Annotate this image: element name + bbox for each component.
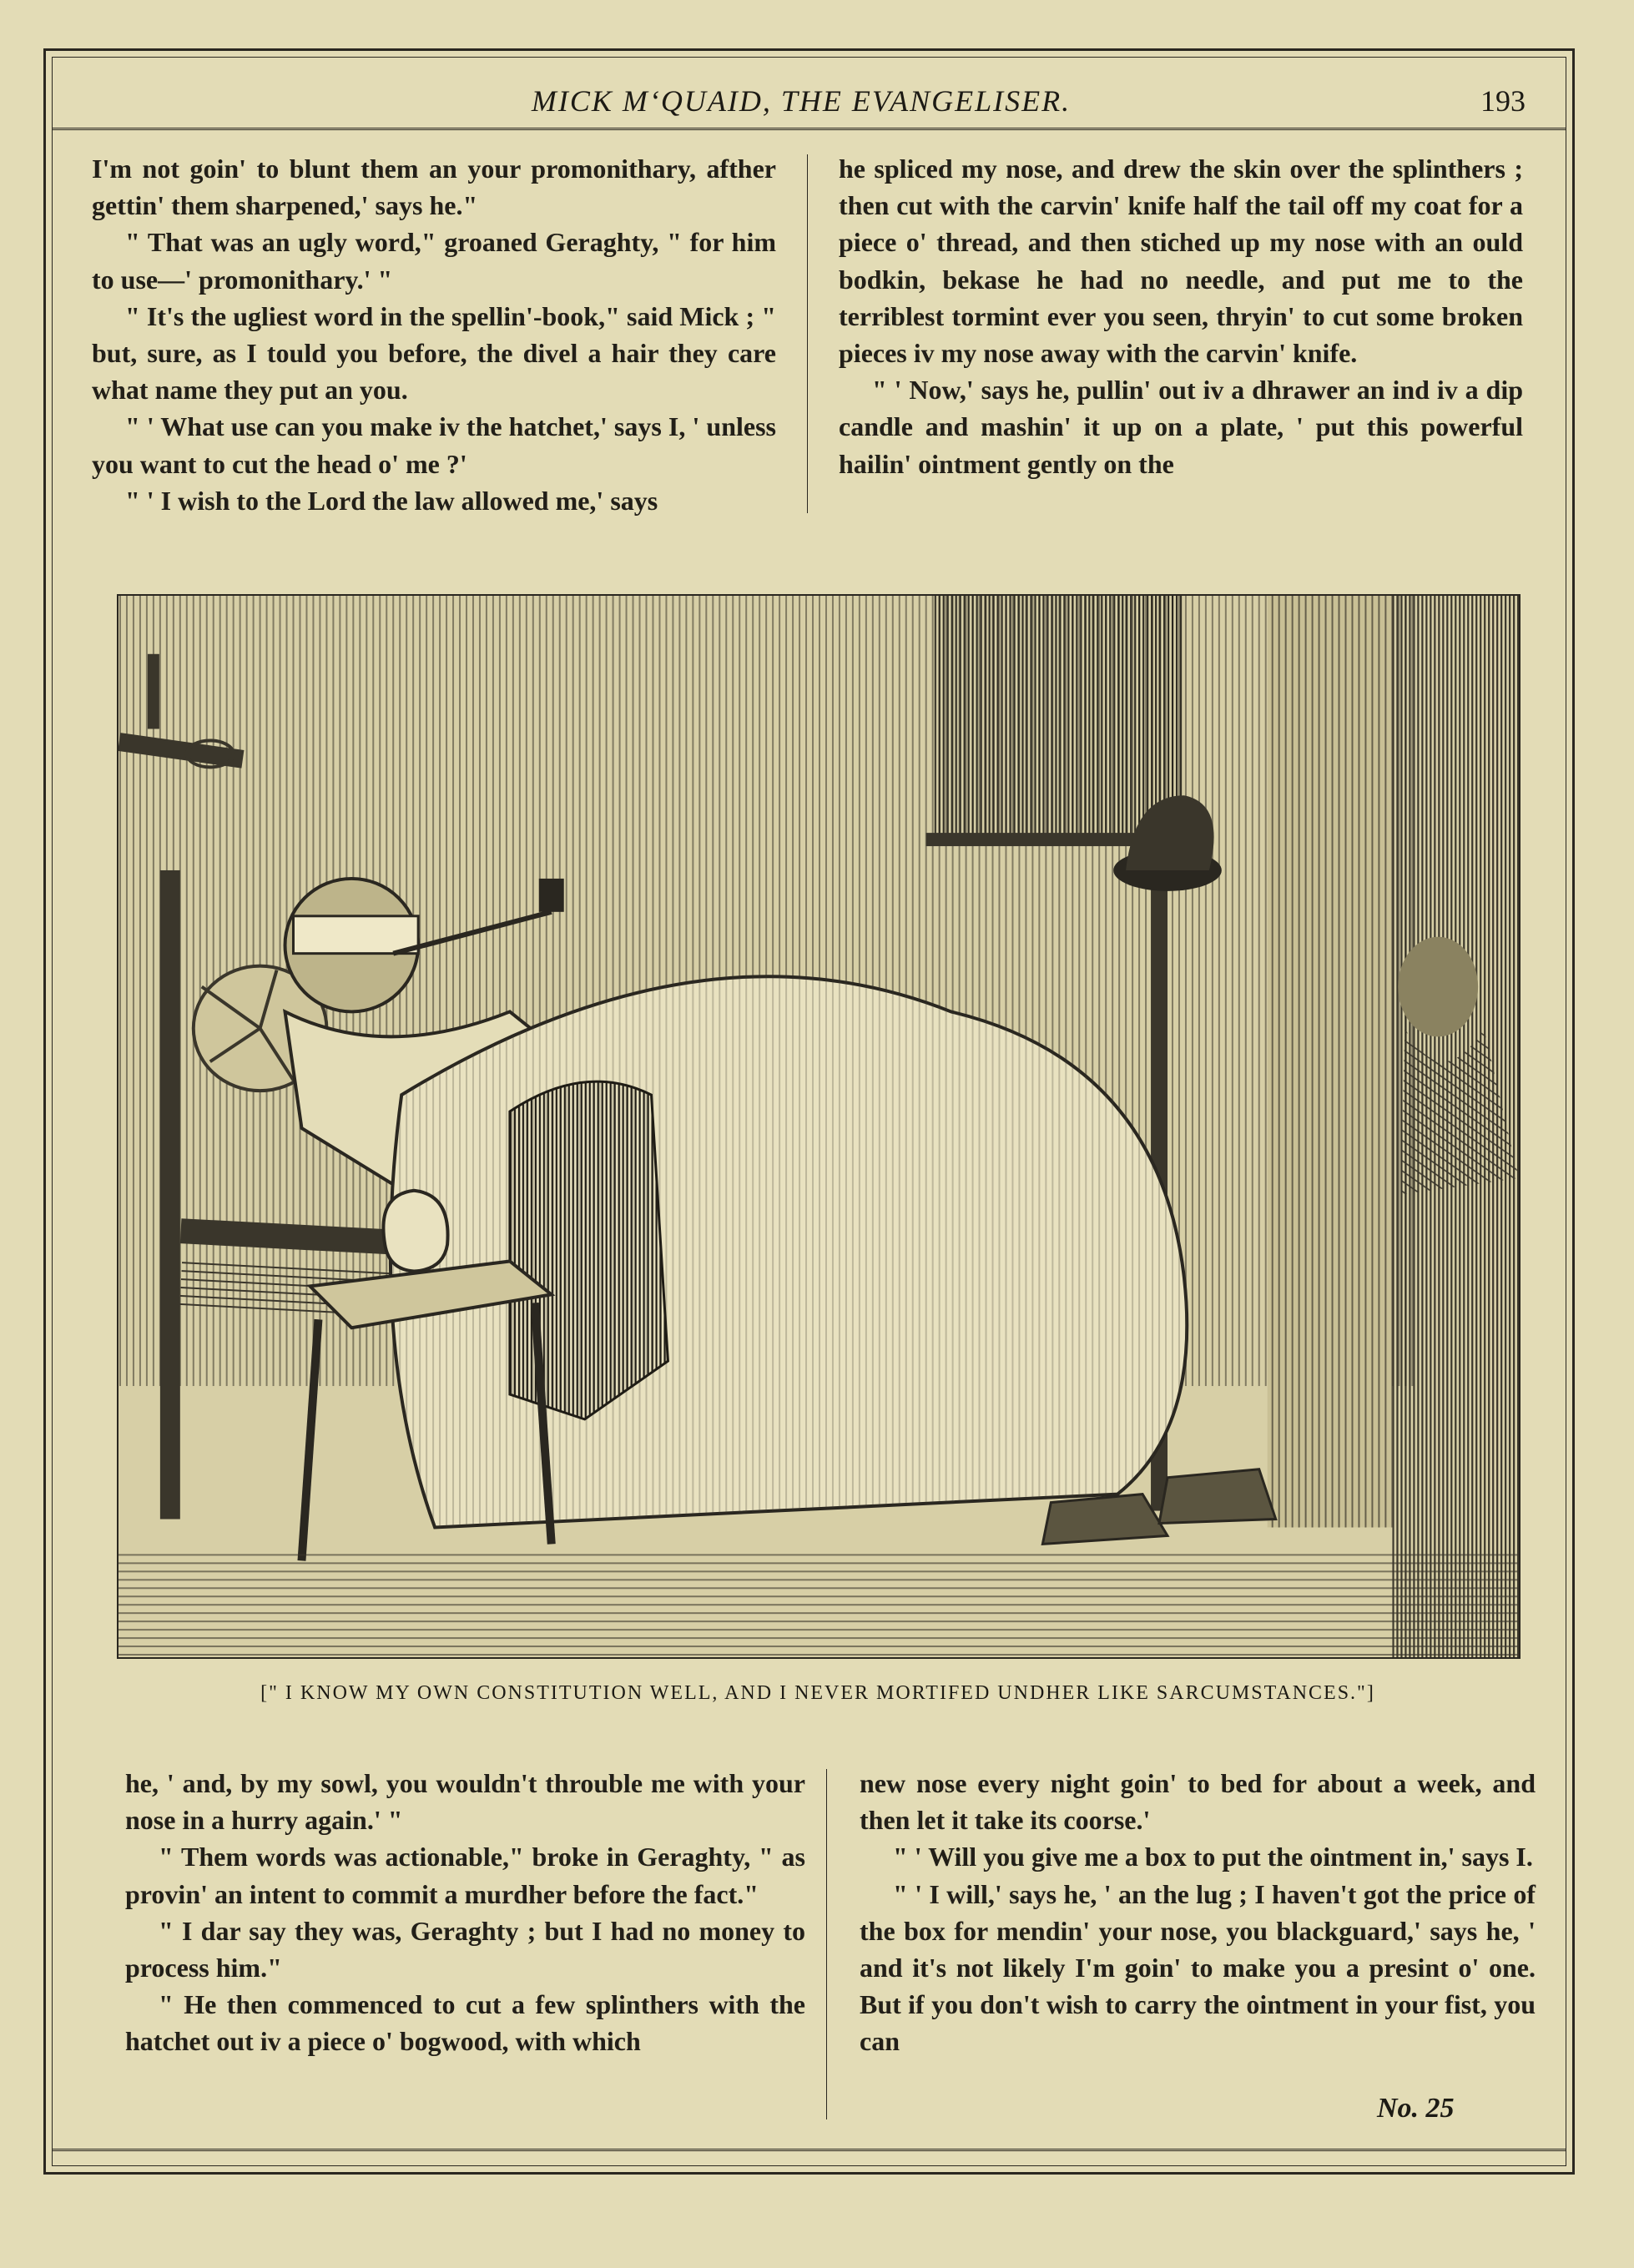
paragraph: he, ' and, by my sowl, you wouldn't throuble me with your nose in a hurry again.' " (125, 1768, 805, 1836)
paragraph: " ' Will you give me a box to put the ointment in,' says I. (893, 1842, 1533, 1872)
paragraph: " I dar say they was, Geraghty ; but I had no money to process him." (125, 1915, 805, 1983)
bedroom-engraving (119, 596, 1519, 1657)
page-number: 193 (1480, 84, 1526, 118)
header-rule (52, 128, 1566, 130)
signature-mark: No. 25 (1377, 2093, 1455, 2124)
paragraph: I'm not goin' to blunt them an your promonithary, afther gettin' them sharpened,' says he." (92, 154, 776, 221)
paragraph: new nose every night goin' to bed for about a week, and then let it take its coorse.' (860, 1768, 1536, 1836)
running-title: MICK M‘QUAID, THE EVANGELISER. (531, 84, 1072, 118)
paragraph: " That was an ugly word," groaned Geraghty, " for him to use—' promonithary.' " (92, 227, 776, 295)
paragraph: " ' I wish to the Lord the law allowed me,' says (125, 485, 658, 516)
paragraph: he spliced my nose, and drew the skin over the splinthers ; then cut with the carvin' knife half the tail off my coat for a piece o' thread, and then stiched up my nose with an ould bodkin, bekase he had no needle, and put me to the terriblest tormint ever you seen, thryin' to cut some broken pieces iv my nose away with the carvin' knife. (839, 154, 1523, 369)
footer-rule (52, 2149, 1566, 2151)
engraving-illustration (117, 594, 1521, 1659)
paragraph: " He then commenced to cut a few splinthers with the hatchet out iv a piece o' bogwood, with which (125, 1989, 805, 2057)
paragraph: " ' I will,' says he, ' an the lug ; I haven't got the price of the box for mendin' your nose, you blackguard,' says he, ' and it's not likely I'm goin' to make you a presint o' one. But if you don't wish to carry the ointment in your fist, you can (860, 1878, 1536, 2057)
paragraph: " Them words was actionable," broke in Geraghty, " as provin' an intent to commit a murdher before the fact." (125, 1842, 805, 1909)
paragraph: " It's the ugliest word in the spellin'-book," said Mick ; " but, sure, as I tould you before, the divel a hair they care what name they put an you. (92, 300, 776, 406)
column-divider-bottom (826, 1769, 827, 2119)
top-right-column (839, 150, 1523, 482)
paragraph: " ' Now,' says he, pullin' out iv a dhrawer an ind iv a dip candle and mashin' it up on a plate, ' put this powerful hailin' ointment gently on the (839, 375, 1523, 479)
column-divider-top (807, 154, 808, 513)
top-left-column (92, 150, 776, 519)
illustration-caption: [" I KNOW MY OWN CONSTITUTION WELL, AND I NEVER MORTIFED UNDHER LIKE SARCUMSTANCES."] (260, 1682, 1375, 1704)
bottom-right-column (860, 1765, 1536, 2060)
paragraph: " ' What use can you make iv the hatchet,' says I, ' unless you want to cut the head o' me ?' (92, 411, 776, 479)
bottom-left-column (125, 1765, 805, 2060)
